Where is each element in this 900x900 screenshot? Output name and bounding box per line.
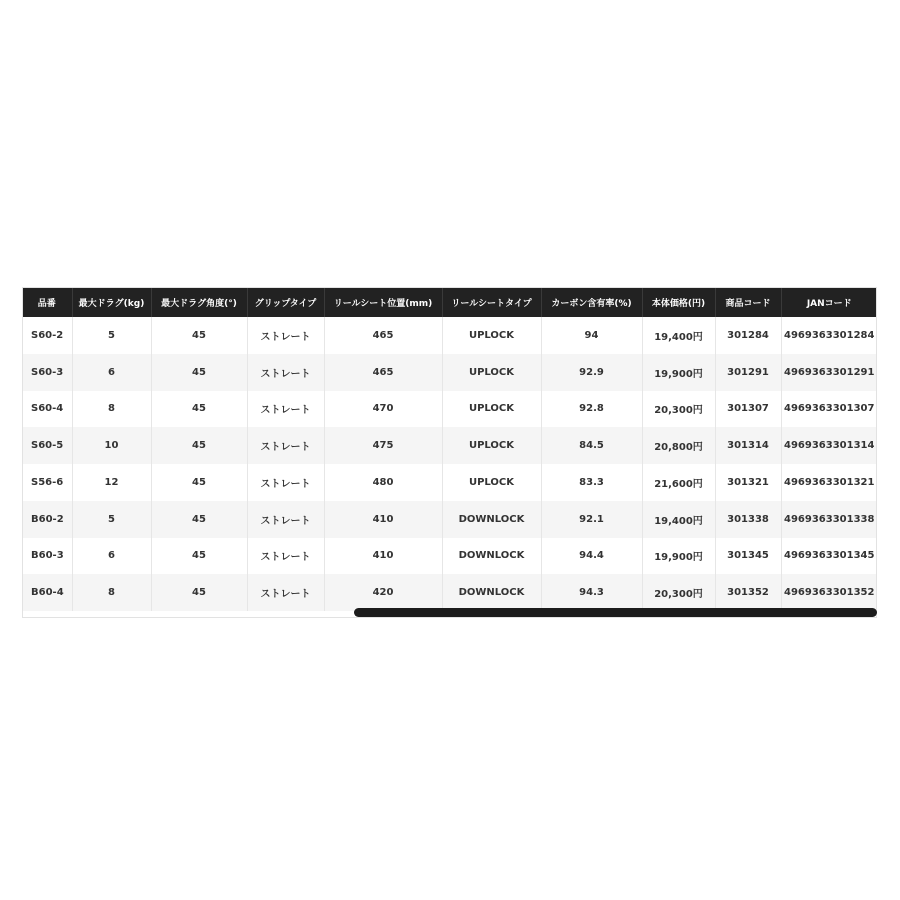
cell-max-drag: 6 [72, 538, 151, 575]
table-body [22, 317, 877, 611]
cell-reel-seat-type: UPLOCK [442, 427, 541, 464]
cell-product-code: 301291 [715, 354, 781, 391]
table-row [22, 354, 877, 391]
cell-jan-code: 4969363301314 [781, 427, 877, 464]
cell-product-code: 301284 [715, 317, 781, 354]
cell-price: 19,400円 [642, 317, 715, 354]
cell-model: S60-3 [22, 354, 72, 391]
cell-jan-code: 4969363301321 [781, 464, 877, 501]
table-header-row [22, 287, 877, 317]
cell-price: 21,600円 [642, 464, 715, 501]
cell-product-code: 301345 [715, 538, 781, 575]
cell-grip-type: ストレート [247, 501, 324, 538]
table-row [22, 501, 877, 538]
cell-grip-type: ストレート [247, 574, 324, 611]
cell-reel-seat-type: DOWNLOCK [442, 501, 541, 538]
cell-max-drag: 8 [72, 391, 151, 428]
cell-carbon-content: 92.1 [541, 501, 642, 538]
cell-jan-code: 4969363301352 [781, 574, 877, 611]
cell-reel-seat-position: 475 [324, 427, 442, 464]
cell-max-drag: 8 [72, 574, 151, 611]
column-header-model: 品番 [22, 287, 72, 317]
cell-reel-seat-position: 410 [324, 538, 442, 575]
cell-carbon-content: 84.5 [541, 427, 642, 464]
cell-max-drag-angle: 45 [151, 574, 247, 611]
cell-reel-seat-position: 470 [324, 391, 442, 428]
cell-carbon-content: 83.3 [541, 464, 642, 501]
cell-max-drag: 5 [72, 501, 151, 538]
table-row [22, 317, 877, 354]
cell-max-drag-angle: 45 [151, 538, 247, 575]
cell-reel-seat-position: 480 [324, 464, 442, 501]
table-row [22, 391, 877, 428]
cell-carbon-content: 94.4 [541, 538, 642, 575]
cell-model: S60-5 [22, 427, 72, 464]
cell-reel-seat-position: 410 [324, 501, 442, 538]
cell-max-drag-angle: 45 [151, 464, 247, 501]
cell-grip-type: ストレート [247, 538, 324, 575]
column-header-grip-type: グリップタイプ [247, 287, 324, 317]
cell-product-code: 301338 [715, 501, 781, 538]
cell-price: 20,300円 [642, 574, 715, 611]
column-header-reel-seat-position: リールシート位置(mm) [324, 287, 442, 317]
cell-reel-seat-type: UPLOCK [442, 391, 541, 428]
column-header-carbon-content: カーボン含有率(%) [541, 287, 642, 317]
cell-jan-code: 4969363301291 [781, 354, 877, 391]
column-header-jan-code: JANコード [781, 287, 877, 317]
cell-carbon-content: 94.3 [541, 574, 642, 611]
cell-carbon-content: 92.8 [541, 391, 642, 428]
cell-reel-seat-position: 465 [324, 354, 442, 391]
cell-product-code: 301314 [715, 427, 781, 464]
cell-grip-type: ストレート [247, 464, 324, 501]
column-header-reel-seat-type: リールシートタイプ [442, 287, 541, 317]
cell-max-drag: 10 [72, 427, 151, 464]
cell-model: B60-3 [22, 538, 72, 575]
cell-price: 20,300円 [642, 391, 715, 428]
cell-carbon-content: 94 [541, 317, 642, 354]
cell-price: 20,800円 [642, 427, 715, 464]
cell-jan-code: 4969363301345 [781, 538, 877, 575]
cell-reel-seat-type: DOWNLOCK [442, 574, 541, 611]
table-row [22, 427, 877, 464]
cell-max-drag: 5 [72, 317, 151, 354]
cell-model: B60-2 [22, 501, 72, 538]
cell-model: B60-4 [22, 574, 72, 611]
cell-max-drag-angle: 45 [151, 427, 247, 464]
column-header-max-drag: 最大ドラグ(kg) [72, 287, 151, 317]
column-header-price: 本体価格(円) [642, 287, 715, 317]
cell-model: S60-4 [22, 391, 72, 428]
cell-max-drag-angle: 45 [151, 317, 247, 354]
cell-jan-code: 4969363301307 [781, 391, 877, 428]
cell-max-drag-angle: 45 [151, 391, 247, 428]
cell-carbon-content: 92.9 [541, 354, 642, 391]
cell-reel-seat-position: 420 [324, 574, 442, 611]
cell-reel-seat-type: UPLOCK [442, 354, 541, 391]
cell-product-code: 301321 [715, 464, 781, 501]
cell-product-code: 301307 [715, 391, 781, 428]
cell-max-drag: 6 [72, 354, 151, 391]
cell-grip-type: ストレート [247, 354, 324, 391]
cell-grip-type: ストレート [247, 427, 324, 464]
cell-jan-code: 4969363301284 [781, 317, 877, 354]
cell-product-code: 301352 [715, 574, 781, 611]
cell-grip-type: ストレート [247, 317, 324, 354]
spec-table [22, 287, 877, 611]
column-header-product-code: 商品コード [715, 287, 781, 317]
cell-model: S56-6 [22, 464, 72, 501]
cell-max-drag-angle: 45 [151, 354, 247, 391]
cell-reel-seat-type: DOWNLOCK [442, 538, 541, 575]
cell-reel-seat-position: 465 [324, 317, 442, 354]
cell-max-drag-angle: 45 [151, 501, 247, 538]
table-row [22, 464, 877, 501]
horizontal-scrollbar[interactable] [22, 608, 877, 617]
table-row [22, 574, 877, 611]
cell-reel-seat-type: UPLOCK [442, 317, 541, 354]
cell-jan-code: 4969363301338 [781, 501, 877, 538]
spec-table-container [22, 287, 877, 618]
cell-model: S60-2 [22, 317, 72, 354]
scrollbar-thumb[interactable] [354, 608, 877, 617]
column-header-max-drag-angle: 最大ドラグ角度(°) [151, 287, 247, 317]
cell-max-drag: 12 [72, 464, 151, 501]
cell-reel-seat-type: UPLOCK [442, 464, 541, 501]
cell-price: 19,900円 [642, 538, 715, 575]
cell-price: 19,900円 [642, 354, 715, 391]
cell-price: 19,400円 [642, 501, 715, 538]
table-row [22, 538, 877, 575]
cell-grip-type: ストレート [247, 391, 324, 428]
